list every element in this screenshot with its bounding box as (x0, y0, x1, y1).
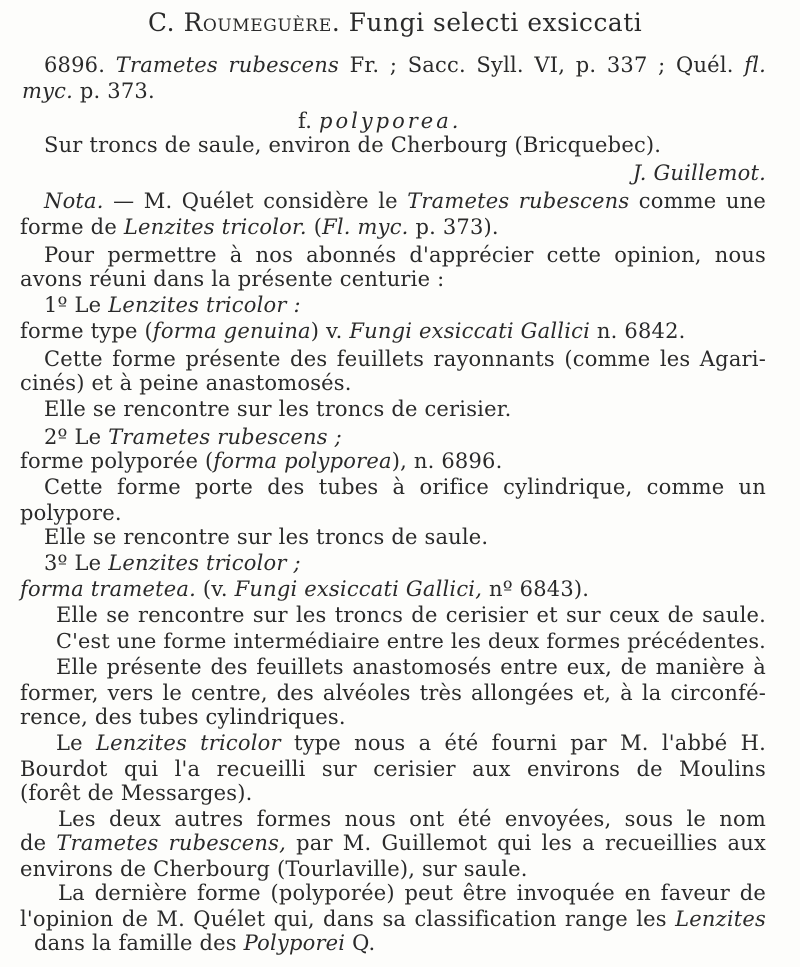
item2-line-4 (20, 500, 122, 526)
item-text: rence, des tubes cylindriques. (20, 705, 346, 729)
item1-line-2 (20, 318, 686, 344)
item-forma: forma polyporea (213, 449, 392, 473)
item-text: Cette forme présente des feuillets rayonnants (comme les Agari- (44, 347, 766, 371)
item-species: Lenzites tricolor ; (108, 551, 301, 575)
item-text: Cette forme porte des tubes à orifice cylindrique, comme un (44, 475, 766, 499)
item-ref: Fungi exsiccati Gallici, (234, 577, 483, 601)
item-number: 2º Le (44, 425, 102, 449)
item-forma: forma genuina (152, 319, 311, 343)
collector: J. Guillemot. (632, 161, 766, 185)
para-text: Bourdot qui l'a recueilli sur cerisier aux environs de Moulins (20, 757, 766, 781)
nota-text: p. 373). (415, 215, 499, 239)
item-ref: Fungi exsiccati Gallici (349, 319, 591, 343)
nota-text: comme une (638, 189, 766, 213)
nota-text: — M. Quélet considère le (113, 189, 398, 213)
para-text: de (20, 831, 47, 855)
forma-prefix: f. (298, 109, 313, 133)
forma-line (298, 108, 461, 134)
item-text: n. 6842. (596, 319, 686, 343)
item-text: Elle se rencontre sur les troncs de saule. (44, 525, 489, 549)
nota-text: Pour permettre à nos abonnés d'apprécier cette opinion, nous (44, 243, 766, 267)
item1-line-3 (44, 346, 766, 372)
para-text: dans la famille des (34, 931, 237, 955)
item3-line-4 (56, 628, 766, 654)
item3-line-7 (20, 704, 346, 730)
para2-line-3 (20, 856, 528, 882)
item1-heading (44, 292, 301, 318)
item3-line-6 (20, 680, 766, 706)
item3-line-2 (20, 576, 589, 602)
item-species: Trametes rubescens ; (108, 425, 342, 449)
para-text: Q. (352, 931, 376, 955)
para-species: Lenzites tricolor (96, 731, 281, 755)
nota-text: avons réuni dans la présente centurie : (20, 267, 445, 291)
nota-species: Trametes rubescens (407, 189, 630, 213)
entry-line-2 (22, 78, 155, 104)
item-text: Elle présente des feuillets anastomosés entre eux, de manière à (56, 655, 766, 679)
para-text: l'opinion de M. Quélet qui, dans sa classification range les (20, 907, 667, 931)
page-header (148, 10, 648, 36)
para-text: La dernière forme (polyporée) peut être invoquée en faveur de (58, 881, 766, 905)
entry-species: Trametes rubescens (115, 53, 340, 77)
nota-line-2 (20, 214, 499, 240)
item-text: forme polyporée ( (20, 449, 214, 473)
entry-citation-page: p. 373. (79, 79, 155, 103)
item3-line-5 (56, 654, 766, 680)
header-author: C. Roumeguère. (148, 8, 341, 37)
item-number: 3º Le (44, 551, 102, 575)
entry-number: 6896. (44, 53, 106, 77)
collector-line (400, 160, 766, 186)
entry-line-1 (44, 52, 766, 78)
item-species: Lenzites tricolor : (108, 293, 301, 317)
item-text: ) v. (310, 319, 343, 343)
para-text: Le (56, 731, 83, 755)
header-title: Fungi selecti exsiccati (348, 8, 643, 37)
para1-line-3 (20, 780, 253, 806)
item-text: (v. (202, 577, 228, 601)
para3-line-3 (34, 930, 375, 956)
para2-line-1 (58, 806, 766, 832)
item-text: ), n. 6896. (391, 449, 503, 473)
item-text: polypore. (20, 501, 122, 525)
item-text: cinés) et à peine anastomosés. (20, 371, 352, 395)
item-forma: forma trametea. (20, 577, 196, 601)
para-genus: Lenzites (675, 907, 766, 931)
habitat-line (44, 132, 661, 158)
para3-line-1 (58, 880, 766, 906)
para1-line-1 (56, 730, 766, 756)
entry-citation-fl: fl. (744, 53, 766, 77)
nota-label: Nota. (44, 189, 104, 213)
nota-line-4 (20, 266, 444, 292)
para2-line-2 (20, 830, 766, 856)
nota-ref: Fl. myc. (322, 215, 409, 239)
item-text: Elle se rencontre sur les troncs de cerisier. (44, 397, 512, 421)
nota-line-1 (44, 188, 766, 214)
item1-line-5 (44, 396, 512, 422)
nota-text: forme de (20, 215, 117, 239)
para-text: Les deux autres formes nous ont été envoyées, sous le nom (58, 807, 766, 831)
entry-citation-myc: myc. (22, 79, 74, 103)
para-species: Trametes rubescens, (56, 831, 286, 855)
para-text: par M. Guillemot qui les a recueillies aux (296, 831, 766, 855)
item2-line-2 (20, 448, 502, 474)
para-text: environs de Cherbourg (Tourlaville), sur saule. (20, 857, 528, 881)
item2-heading (44, 424, 342, 450)
para1-line-2 (20, 756, 766, 782)
item3-line-3 (56, 602, 766, 628)
item2-line-3 (44, 474, 766, 500)
item1-line-4 (20, 370, 352, 396)
nota-species: Lenzites tricolor. (123, 215, 307, 239)
item-text: Elle se rencontre sur les troncs de cerisier et sur ceux de saule. (56, 603, 766, 627)
entry-citation: Fr. ; Sacc. Syll. VI, p. 337 ; Quél. (349, 53, 734, 77)
habitat: Sur troncs de saule, environ de Cherbourg (Bricquebec). (44, 133, 662, 157)
para3-line-2 (20, 906, 766, 932)
para-text: (forêt de Messarges). (20, 781, 253, 805)
nota-text: ( (313, 215, 323, 239)
item-text: forme type ( (20, 319, 153, 343)
item-text: C'est une forme intermédiaire entre les deux formes précédentes. (56, 629, 766, 653)
item2-line-5 (44, 524, 488, 550)
item-text: former, vers le centre, des alvéoles très allongées et, à la circonfé- (20, 681, 766, 705)
forma-name: polyporea. (319, 109, 462, 133)
nota-line-3 (44, 242, 766, 268)
para-text: type nous a été fourni par M. l'abbé H. (293, 731, 766, 755)
item3-heading (44, 550, 301, 576)
item-number: 1º Le (44, 293, 102, 317)
item-text: nº 6843). (488, 577, 590, 601)
para-family: Polyporei (243, 931, 346, 955)
